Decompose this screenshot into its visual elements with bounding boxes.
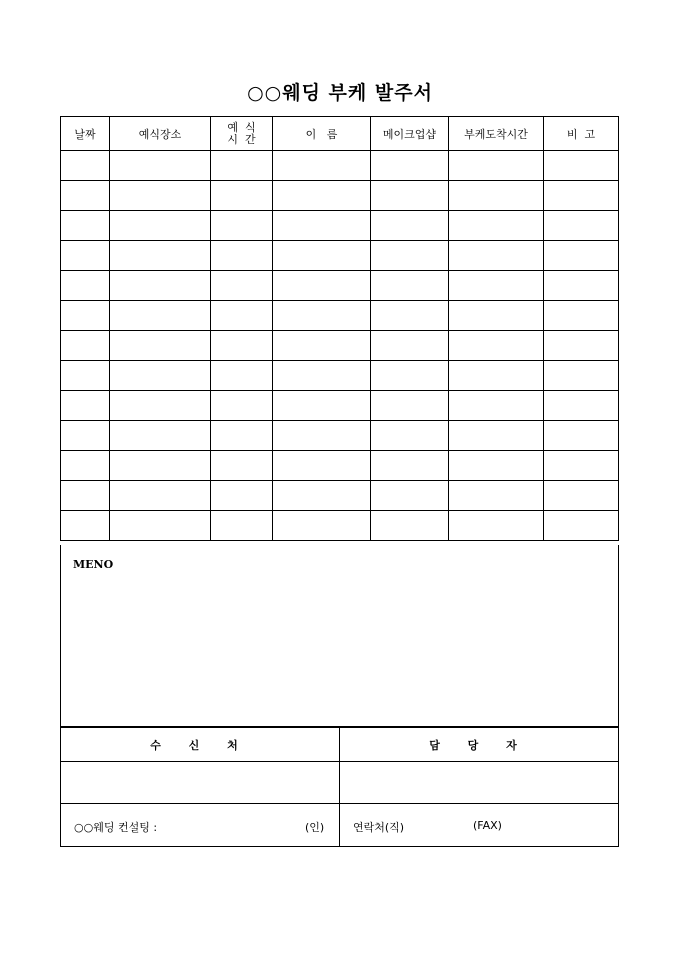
table-cell[interactable] bbox=[449, 211, 544, 241]
table-row bbox=[61, 211, 619, 241]
header-name: 이 름 bbox=[273, 117, 371, 151]
table-cell[interactable] bbox=[273, 181, 371, 211]
header-bouquet-arrival: 부케도착시간 bbox=[449, 117, 544, 151]
table-cell[interactable] bbox=[449, 451, 544, 481]
table-cell[interactable] bbox=[211, 211, 273, 241]
table-row bbox=[61, 451, 619, 481]
table-cell[interactable] bbox=[273, 421, 371, 451]
table-cell[interactable] bbox=[110, 361, 211, 391]
table-cell[interactable] bbox=[544, 391, 619, 421]
table-cell[interactable] bbox=[449, 301, 544, 331]
table-cell[interactable] bbox=[273, 301, 371, 331]
table-cell[interactable] bbox=[544, 241, 619, 271]
seal-label: (인) bbox=[305, 821, 325, 834]
company-label: ○○웨딩 컨설팅 : bbox=[74, 821, 158, 834]
table-cell[interactable] bbox=[110, 181, 211, 211]
table-cell[interactable] bbox=[211, 391, 273, 421]
table-cell[interactable] bbox=[61, 421, 110, 451]
table-cell[interactable] bbox=[110, 151, 211, 181]
table-cell[interactable] bbox=[544, 211, 619, 241]
table-cell[interactable] bbox=[449, 181, 544, 211]
table-cell[interactable] bbox=[211, 421, 273, 451]
table-cell[interactable] bbox=[371, 151, 449, 181]
table-cell[interactable] bbox=[371, 331, 449, 361]
footer-table bbox=[60, 727, 619, 847]
table-cell[interactable] bbox=[273, 391, 371, 421]
header-time-line1: 예 식 bbox=[227, 120, 256, 134]
table-cell[interactable] bbox=[273, 481, 371, 511]
table-cell[interactable] bbox=[211, 271, 273, 301]
table-cell[interactable] bbox=[449, 271, 544, 301]
table-cell[interactable] bbox=[211, 511, 273, 541]
table-cell[interactable] bbox=[544, 301, 619, 331]
table-cell[interactable] bbox=[544, 151, 619, 181]
table-cell[interactable] bbox=[273, 271, 371, 301]
table-cell[interactable] bbox=[211, 361, 273, 391]
table-cell[interactable] bbox=[61, 511, 110, 541]
table-cell[interactable] bbox=[110, 481, 211, 511]
table-cell[interactable] bbox=[273, 511, 371, 541]
table-cell[interactable] bbox=[544, 451, 619, 481]
table-cell[interactable] bbox=[371, 391, 449, 421]
header-ceremony-time bbox=[211, 117, 273, 151]
table-cell[interactable] bbox=[449, 481, 544, 511]
table-cell[interactable] bbox=[544, 181, 619, 211]
table-cell[interactable] bbox=[273, 211, 371, 241]
table-cell[interactable] bbox=[61, 211, 110, 241]
table-cell[interactable] bbox=[371, 271, 449, 301]
table-cell[interactable] bbox=[371, 451, 449, 481]
table-cell[interactable] bbox=[61, 391, 110, 421]
table-cell[interactable] bbox=[273, 361, 371, 391]
table-cell[interactable] bbox=[544, 361, 619, 391]
table-cell[interactable] bbox=[211, 451, 273, 481]
table-cell[interactable] bbox=[371, 241, 449, 271]
recipient-field[interactable] bbox=[61, 762, 340, 804]
recipient-header: 수 신 처 bbox=[61, 728, 340, 762]
table-row bbox=[61, 361, 619, 391]
table-cell[interactable] bbox=[61, 481, 110, 511]
table-row bbox=[61, 241, 619, 271]
table-cell[interactable] bbox=[61, 271, 110, 301]
header-makeup-shop: 메이크업샵 bbox=[371, 117, 449, 151]
table-cell[interactable] bbox=[211, 151, 273, 181]
table-row bbox=[61, 151, 619, 181]
table-cell[interactable] bbox=[110, 331, 211, 361]
table-cell[interactable] bbox=[544, 511, 619, 541]
table-cell[interactable] bbox=[61, 301, 110, 331]
table-cell[interactable] bbox=[449, 331, 544, 361]
table-cell[interactable] bbox=[211, 481, 273, 511]
table-cell[interactable] bbox=[449, 241, 544, 271]
table-cell[interactable] bbox=[211, 331, 273, 361]
table-cell[interactable] bbox=[211, 301, 273, 331]
table-cell[interactable] bbox=[110, 391, 211, 421]
table-cell[interactable] bbox=[371, 361, 449, 391]
table-row bbox=[61, 481, 619, 511]
table-cell[interactable] bbox=[110, 511, 211, 541]
document-title: ○○웨딩 부케 발주서 bbox=[247, 82, 433, 104]
table-cell[interactable] bbox=[449, 151, 544, 181]
order-table bbox=[60, 116, 619, 541]
company-cell bbox=[61, 804, 340, 847]
table-cell[interactable] bbox=[61, 241, 110, 271]
table-cell[interactable] bbox=[110, 211, 211, 241]
memo-label: MENO bbox=[73, 558, 114, 571]
table-cell[interactable] bbox=[211, 181, 273, 211]
table-cell[interactable] bbox=[371, 301, 449, 331]
memo-box[interactable] bbox=[60, 545, 619, 727]
table-cell[interactable] bbox=[273, 241, 371, 271]
table-cell[interactable] bbox=[110, 271, 211, 301]
table-row bbox=[61, 181, 619, 211]
table-row bbox=[61, 271, 619, 301]
manager-header: 담 당 자 bbox=[340, 728, 619, 762]
table-cell[interactable] bbox=[449, 511, 544, 541]
table-cell[interactable] bbox=[211, 241, 273, 271]
table-cell[interactable] bbox=[449, 361, 544, 391]
table-cell[interactable] bbox=[61, 331, 110, 361]
table-cell[interactable] bbox=[371, 421, 449, 451]
table-cell[interactable] bbox=[371, 481, 449, 511]
table-cell[interactable] bbox=[110, 451, 211, 481]
table-cell[interactable] bbox=[544, 331, 619, 361]
header-time-line2: 시 간 bbox=[227, 132, 256, 146]
table-cell[interactable] bbox=[371, 511, 449, 541]
table-row bbox=[61, 331, 619, 361]
table-row bbox=[61, 301, 619, 331]
manager-field[interactable] bbox=[340, 762, 619, 804]
contact-cell bbox=[340, 804, 619, 847]
contact-label: 연락처(직) bbox=[353, 821, 405, 834]
table-header-row bbox=[61, 117, 619, 151]
table-row bbox=[61, 391, 619, 421]
table-cell[interactable] bbox=[449, 421, 544, 451]
table-cell[interactable] bbox=[371, 211, 449, 241]
header-note: 비 고 bbox=[544, 117, 619, 151]
table-cell[interactable] bbox=[61, 451, 110, 481]
table-cell[interactable] bbox=[110, 301, 211, 331]
table-cell[interactable] bbox=[544, 421, 619, 451]
table-cell[interactable] bbox=[273, 451, 371, 481]
table-cell[interactable] bbox=[371, 181, 449, 211]
table-body bbox=[61, 151, 619, 541]
table-cell[interactable] bbox=[61, 361, 110, 391]
table-cell[interactable] bbox=[449, 391, 544, 421]
table-cell[interactable] bbox=[61, 151, 110, 181]
table-row bbox=[61, 421, 619, 451]
header-venue: 예식장소 bbox=[110, 117, 211, 151]
table-cell[interactable] bbox=[110, 241, 211, 271]
fax-label: (FAX) bbox=[473, 819, 502, 832]
table-cell[interactable] bbox=[273, 151, 371, 181]
table-cell[interactable] bbox=[110, 421, 211, 451]
table-cell[interactable] bbox=[544, 481, 619, 511]
table-cell[interactable] bbox=[61, 181, 110, 211]
table-cell[interactable] bbox=[544, 271, 619, 301]
header-date: 날짜 bbox=[61, 117, 110, 151]
table-cell[interactable] bbox=[273, 331, 371, 361]
table-row bbox=[61, 511, 619, 541]
